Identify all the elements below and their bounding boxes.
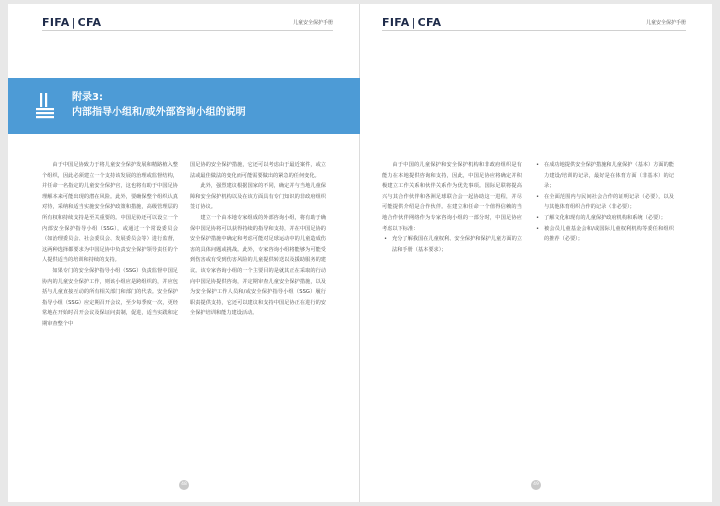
criteria-bullet: • 了解文化和现有的儿童保护政府机构和系统（必要）； bbox=[534, 213, 674, 224]
appendix-label: 附录3: bbox=[72, 92, 103, 103]
right-page-column-2 bbox=[534, 160, 674, 245]
paragraph: 由于中国的儿童保护和安全保护机构和非政府组织是有能力在本地提供咨询和支持，因此，中国足协应将确定并积极建立工作关系和伙伴关系作为优先事项。国际足联将提高兴与其合作伙伴和各洲足球联合会一起协助这一进程，并尽可能提供介绍是合作伙伴。在建立和任命一个值得信赖的当地合作伙伴网络作为专家咨询小组的一部分时，中国足协应考虑以下标准： bbox=[382, 162, 522, 232]
document-icon bbox=[34, 92, 60, 122]
appendix-banner bbox=[8, 78, 360, 134]
paragraph: 国足协的安全保护措施，它还可以考虑由于最近案件，或立法或最佳做法的变化而可能需要做出的紧急的任何变化。 bbox=[190, 162, 326, 179]
page-number: 48 bbox=[179, 480, 189, 490]
running-header: 儿童安全保护手册 bbox=[292, 20, 333, 26]
logo-separator: | bbox=[71, 16, 76, 29]
criteria-bullet: • 被会员儿童基金会和/或国际儿童权利机构等委任和组织的推荐（必要）； bbox=[534, 224, 674, 245]
fifa-logo-text: FIFA bbox=[382, 16, 410, 29]
right-page bbox=[360, 4, 712, 502]
paragraph: 如果专门的安全保护指导小组（SSG）负责监督中国足协内的儿童安全保护工作，则该小组应是跨组织的，并应包括与儿童直接互动的所有相关部门和部门的代表。安全保护指导小组（SSG）应定期召开会议，至少每季度一次，更经常地在开始时召开会议及保证问责制，促进，适当实践和定期审查整个中 bbox=[42, 267, 178, 327]
left-page-column-1 bbox=[42, 160, 178, 330]
header-rule bbox=[42, 30, 333, 31]
logo-separator: | bbox=[411, 16, 416, 29]
paragraph: 建立一个由本地专家组成的外部咨询小组，将有助于确保中国足协将可以获得持续的指导和支持，并在中国足协的安全保护措施中确定和考虑可能对足球运动中的儿童造成伤害的具体问题或挑战。此外，专家咨询小组将能够为可能受到伤害或有受到伤害风险的儿童提供转送以及援助服务的建议。该专家咨询小组的一个主要目的是就其正在采取的行动向中国足协提供咨询，并定期审查儿童安全保护措施，以及为安全保护工作人员和/或安全保护指导小组（SSG）履行职责提供支持，它还可以建议和支持中国足协正在进行的安全保护培训和能力建设活动。 bbox=[190, 214, 326, 317]
paragraph: 此外，强烈建议根据国家的不同，确定并与当地儿童保障和安全保护机构以及在该方面具有专门知识的非政府组织签订协议。 bbox=[190, 183, 326, 211]
left-page-column-2 bbox=[190, 160, 326, 319]
left-page bbox=[8, 4, 360, 502]
fifa-cfa-logo bbox=[382, 16, 441, 29]
appendix-heading bbox=[72, 90, 246, 120]
cfa-logo-text: CFA bbox=[417, 16, 442, 29]
header-rule bbox=[382, 30, 686, 31]
cfa-logo-text: CFA bbox=[77, 16, 102, 29]
document-spread bbox=[8, 4, 712, 502]
fifa-logo-text: FIFA bbox=[42, 16, 70, 29]
criteria-bullet: • 在全面范围内与民间社会合作的证明记录（必要），以及与其他体育组织合作的记录（非必要）； bbox=[534, 192, 674, 213]
paragraph: 由于中国足协致力于将儿童安全保护发展和精路植入整个组织，因此必须建立一个支持该发展的治理或监督结构，并任命一名指定的儿童安全保护官，这也将有助于中国足协理解本来可能出现的潜在风险。此外，要确保整个组织认真对待，采纳和适当实施安全保护政策和措施，高级管理层的所有权和持续支持是至关重要的。中国足协还可以设立一个内部安全保护指导小组（SSG），或通过一个常设委员会（如治理委员会、社会委员会、发展委员会等）进行监督，这两种选择都要求为中国足协中负责安全保护领导责任的个人提供适当的培训和持续的支持。 bbox=[42, 162, 178, 264]
criteria-bullet: • 充分了解我国在儿童权利、安全保护和保护儿童方面的立法和手册（基本要求）； bbox=[382, 234, 522, 255]
page-number: 49 bbox=[531, 480, 541, 490]
criteria-bullet: • 在成功地提供安全保护措施和儿童保护（基本）方面的能力建设/培训的记录，最好是在体育方面（非基本）的记录； bbox=[534, 160, 674, 192]
appendix-title: 内部指导小组和/或外部咨询小组的说明 bbox=[72, 107, 246, 118]
fifa-cfa-logo bbox=[42, 16, 101, 29]
right-page-column-1 bbox=[382, 160, 522, 255]
running-header: 儿童安全保护手册 bbox=[645, 20, 686, 26]
